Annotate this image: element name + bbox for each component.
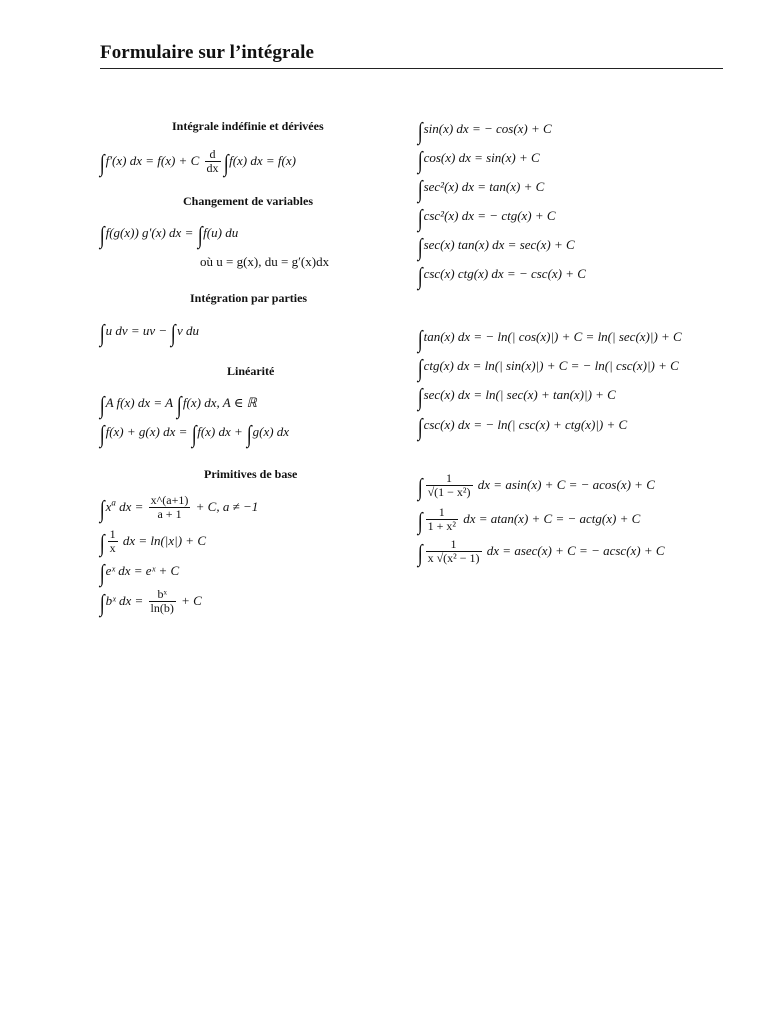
formula-text: cos(x) dx = sin(x) + C xyxy=(423,150,540,165)
section-heading-substitution: Changement de variables xyxy=(183,194,313,208)
formula-indefinite-derivative xyxy=(99,148,296,176)
formula-arc-3 xyxy=(417,538,665,566)
integral-sign: ∫ xyxy=(417,177,423,203)
integral-sign: ∫ xyxy=(99,530,105,557)
integral-sign: ∫ xyxy=(417,356,423,382)
formula-text: f(x) dx + xyxy=(197,424,243,439)
formula-linearity-sum xyxy=(99,423,289,447)
formula-trig-6 xyxy=(417,265,586,289)
section-heading-parts: Intégration par parties xyxy=(190,291,308,305)
integral-sign: ∫ xyxy=(417,385,423,411)
formula-text: sin(x) dx = − cos(x) + C xyxy=(423,121,552,136)
fraction xyxy=(426,538,482,566)
integral-sign: ∫ xyxy=(99,150,105,177)
integral-sign: ∫ xyxy=(99,590,105,617)
formula-text: + C, a ≠ −1 xyxy=(195,498,259,514)
integral-sign: ∫ xyxy=(99,561,105,587)
formula-text: dx = asec(x) + C = − acsc(x) + C xyxy=(486,542,665,558)
formula-text: f(x) dx = f(x) xyxy=(229,152,296,168)
formula-primitive-base-b xyxy=(99,588,202,616)
formula-trig-1 xyxy=(417,120,552,144)
integral-sign: ∫ xyxy=(177,393,183,419)
formula-text: dx = asin(x) + C = − acos(x) + C xyxy=(477,476,655,492)
formula-substitution-where: où u = g(x), du = g′(x)dx xyxy=(200,254,330,269)
formula-text: g(x) dx xyxy=(252,424,290,439)
fraction xyxy=(108,528,118,556)
formula-text: f(g(x)) g′(x) dx = xyxy=(105,225,194,240)
integral-sign: ∫ xyxy=(417,327,423,353)
integral-sign: ∫ xyxy=(417,235,423,261)
fraction xyxy=(426,506,458,534)
formula-trig-4 xyxy=(417,207,556,231)
title-divider xyxy=(100,68,723,69)
formula-text: + C xyxy=(181,592,202,608)
formula-text: sec²(x) dx = tan(x) + C xyxy=(423,179,545,194)
formula-arc-1 xyxy=(417,472,655,500)
formula-text: dx = atan(x) + C = − actg(x) + C xyxy=(463,510,641,526)
formula-text: bˣ dx = xyxy=(105,592,144,608)
integral-sign: ∫ xyxy=(417,206,423,232)
formula-text: eˣ dx = eˣ + C xyxy=(105,563,180,578)
formula-substitution xyxy=(99,224,238,248)
formula-text: dx = xyxy=(119,498,144,514)
integral-sign: ∫ xyxy=(417,540,423,567)
formula-exponent: a xyxy=(111,497,116,508)
integral-sign: ∫ xyxy=(417,119,423,145)
formula-text: f(x) dx, A ∈ ℝ xyxy=(182,395,257,410)
fraction xyxy=(426,472,473,500)
section-heading-linearity: Linéarité xyxy=(227,364,275,378)
section-heading-primitives: Primitives de base xyxy=(204,467,298,481)
integral-sign: ∫ xyxy=(99,393,105,419)
fraction xyxy=(205,148,221,176)
fraction-numerator: 1 xyxy=(109,527,116,541)
integral-sign: ∫ xyxy=(417,148,423,174)
integral-sign: ∫ xyxy=(99,321,105,347)
formula-text: f(x) + g(x) dx = xyxy=(105,424,188,439)
formula-text: csc(x) dx = − ln(| csc(x) + ctg(x)|) + C xyxy=(423,417,628,432)
fraction-denominator: dx xyxy=(206,161,219,176)
fraction-denominator: a + 1 xyxy=(157,507,182,522)
fraction-denominator: x √(x² − 1) xyxy=(427,551,480,566)
integral-sign: ∫ xyxy=(191,422,197,448)
fraction-numerator: 1 xyxy=(426,538,482,552)
fraction-numerator: 1 xyxy=(426,472,473,486)
formula-text: tan(x) dx = − ln(| cos(x)|) + C = ln(| sec(x)|) + C xyxy=(423,329,682,344)
fraction-denominator: 1 + x² xyxy=(427,519,456,534)
integral-sign: ∫ xyxy=(417,474,423,501)
integral-sign: ∫ xyxy=(417,264,423,290)
formula-primitive-exponential xyxy=(99,562,179,586)
formula-primitive-power xyxy=(99,494,258,522)
integral-sign: ∫ xyxy=(246,422,252,448)
formula-trig-3 xyxy=(417,178,544,202)
fraction xyxy=(149,588,176,616)
formula-log-2 xyxy=(417,357,679,381)
fraction-denominator: √(1 − x²) xyxy=(427,485,471,500)
integral-sign: ∫ xyxy=(197,223,203,249)
fraction-denominator: ln(b) xyxy=(150,601,174,616)
integral-sign: ∫ xyxy=(223,150,229,177)
formula-text: sec(x) dx = ln(| sec(x) + tan(x)|) + C xyxy=(423,387,616,402)
fraction-numerator: 1 xyxy=(426,506,458,520)
formula-linearity-scalar xyxy=(99,394,257,418)
integral-sign: ∫ xyxy=(99,496,105,523)
integral-sign: ∫ xyxy=(99,223,105,249)
formula-text: f′(x) dx = f(x) + C xyxy=(105,152,200,168)
section-heading-indefinite: Intégrale indéfinie et dérivées xyxy=(172,119,324,133)
formula-trig-2 xyxy=(417,149,540,173)
formula-text: csc²(x) dx = − ctg(x) + C xyxy=(423,208,556,223)
formula-text: sec(x) tan(x) dx = sec(x) + C xyxy=(423,237,575,252)
formula-trig-5 xyxy=(417,236,575,260)
formula-log-1 xyxy=(417,328,682,352)
fraction xyxy=(149,494,191,522)
formula-text: csc(x) ctg(x) dx = − csc(x) + C xyxy=(423,266,586,281)
integral-sign: ∫ xyxy=(417,508,423,535)
formula-arc-2 xyxy=(417,506,640,534)
formula-log-3 xyxy=(417,386,616,410)
integral-sign: ∫ xyxy=(417,415,423,441)
formula-primitive-reciprocal xyxy=(99,528,206,556)
formula-text: v du xyxy=(177,323,200,338)
formula-text: x xyxy=(105,498,112,514)
fraction-numerator: x^(a+1) xyxy=(150,493,189,507)
formula-text: u dv = uv − xyxy=(105,323,168,338)
formula-text: f(u) du xyxy=(203,225,239,240)
formula-text: dx = ln(|x|) + C xyxy=(122,532,207,548)
fraction-numerator: bˣ xyxy=(149,588,176,602)
formula-integration-by-parts xyxy=(99,322,199,346)
integral-sign: ∫ xyxy=(99,422,105,448)
fraction-denominator: x xyxy=(109,541,116,556)
formula-log-4 xyxy=(417,416,627,440)
fraction-numerator: d xyxy=(205,148,221,162)
formula-text: ctg(x) dx = ln(| sin(x)|) + C = − ln(| csc(x)|) + C xyxy=(423,358,679,373)
integral-sign: ∫ xyxy=(171,321,177,347)
formula-text: A f(x) dx = A xyxy=(105,395,174,410)
page-title: Formulaire sur l’intégrale xyxy=(100,42,315,63)
